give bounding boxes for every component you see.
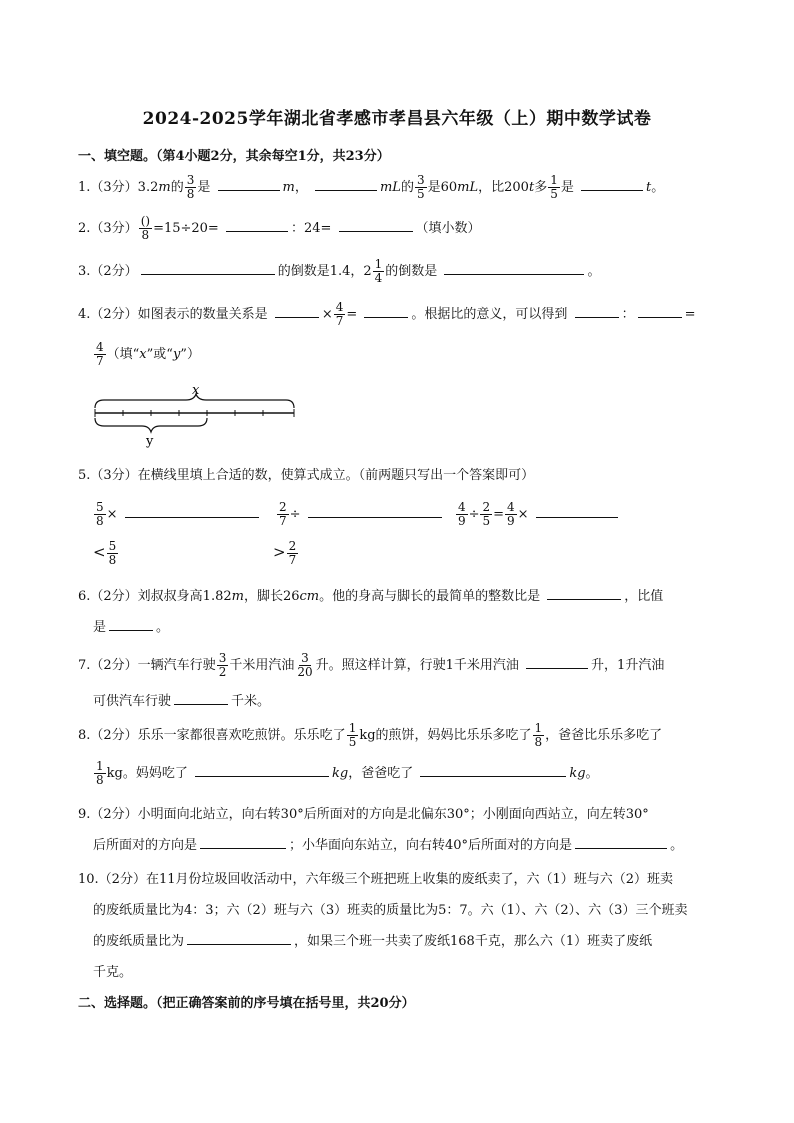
brace-y [95,418,207,432]
question-10: 10.（2分）在11月份垃圾回收活动中，六年级三个班把班上收集的废纸卖了，六（1）班与六（2）班卖 [78,872,674,887]
answer-blank[interactable] [308,505,442,518]
answer-blank[interactable] [444,262,584,275]
page-title: 2024-2025学年湖北省孝感市孝昌县六年级（上）期中数学试卷 [142,109,652,129]
question-10-line2: 的废纸质量比为4：3；六（2）班与六（3）班卖的质量比为5：7。六（1）、六（2）、六（3）三个班卖 [93,903,688,918]
answer-blank[interactable] [174,692,228,705]
question-5-row2b: > $\frac{2}{7}$ [273,539,297,567]
answer-blank[interactable] [364,305,408,318]
answer-blank[interactable] [109,618,153,631]
section-1-heading: 一、填空题。（第4小题2分，其余每空1分，共23分） [78,149,390,164]
diagram-label-x: x [192,383,200,398]
question-9: 9.（2分）小明面向北站立，向右转30°后所面对的方向是北偏东30°；小刚面向西站立，向左转30° [78,807,649,822]
answer-blank[interactable] [547,587,621,600]
answer-blank[interactable] [339,219,413,232]
answer-blank[interactable] [536,505,618,518]
question-5: 5.（3分）在横线里填上合适的数，使算式成立。（前两题只写出一个答案即可） [78,468,535,483]
question-9-cont: 后所面对的方向是 ；小华面向东站立，向右转40°后所面对的方向是 。 [93,838,684,853]
answer-blank[interactable] [141,262,275,275]
question-3: 3.（2分） 的倒数是1.4， 2 $\frac{1}{4}$ 的倒数是 。 [78,257,601,285]
number-line-diagram [90,380,300,450]
answer-blank[interactable] [315,178,377,191]
answer-blank[interactable] [125,505,259,518]
question-4: 4.（2分）如图表示的数量关系是 × $\frac{4}{7}$ = 。根据比的意义，可以得到 ： = [78,300,696,328]
answer-blank[interactable] [200,836,286,849]
question-4-cont: $\frac{4}{7}$ （填“x”或“y”） [96,340,200,368]
answer-blank[interactable] [218,178,280,191]
answer-blank[interactable] [581,178,643,191]
answer-blank[interactable] [575,305,619,318]
question-6-cont: 是 。 [93,620,170,635]
answer-blank[interactable] [526,656,588,669]
diagram-label-y: y [146,434,154,449]
question-2: 2.（3分） $\frac{()}{8}$ =15÷20= ：24= （填小数） [78,214,481,242]
question-10-line3: 的废纸质量比为 ，如果三个班一共卖了废纸168千克，那么六（1）班卖了废纸 [93,934,653,949]
question-6: 6.（2分）刘叔叔身高1.82m，脚长26cm。他的身高与脚长的最简单的整数比是 ，比值 [78,589,664,604]
answer-blank[interactable] [195,764,329,777]
answer-blank[interactable] [420,764,566,777]
question-8-cont: $\frac{1}{8}$ kg。妈妈吃了 kg，爸爸吃了 kg。 [96,759,599,787]
question-5-row2: < $\frac{5}{8}$ [93,539,117,567]
answer-blank[interactable] [226,219,288,232]
question-10-line4: 千克。 [93,965,133,980]
question-7: 7.（2分）一辆汽车行驶 $\frac{3}{2}$ 千米用汽油 $\frac{3}{20}$ 升。照这样计算，行驶1千米用汽油 升，1升汽油 [78,651,665,679]
brace-x [95,394,294,408]
answer-blank[interactable] [275,305,319,318]
section-2-heading: 二、选择题。（把正确答案前的序号填在括号里，共20分） [78,996,415,1011]
question-8: 8.（2分）乐乐一家都很喜欢吃煎饼。乐乐吃了 $\frac{1}{5}$ kg的煎饼，妈妈比乐乐多吃了 $\frac{1}{8}$ ，爸爸比乐乐多吃了 [78,721,663,749]
question-5-row1: $\frac{5}{8}$ × $\frac{2}{7}$ ÷ $\frac{4}{9}$ ÷ $\frac{2}{5}$ = $\frac{4}{9}$ × [93,501,621,528]
question-7-cont: 可供汽车行驶 千米。 [93,694,271,709]
question-1: 1.（3分）3.2m的 $\frac{3}{8}$ 是 m， mL的 $\frac{3}{5}$ 是60mL，比200t多 $\frac{1}{5}$ 是 t。 [78,173,665,201]
answer-blank[interactable] [638,305,682,318]
answer-blank[interactable] [187,932,291,945]
answer-blank[interactable] [575,836,667,849]
